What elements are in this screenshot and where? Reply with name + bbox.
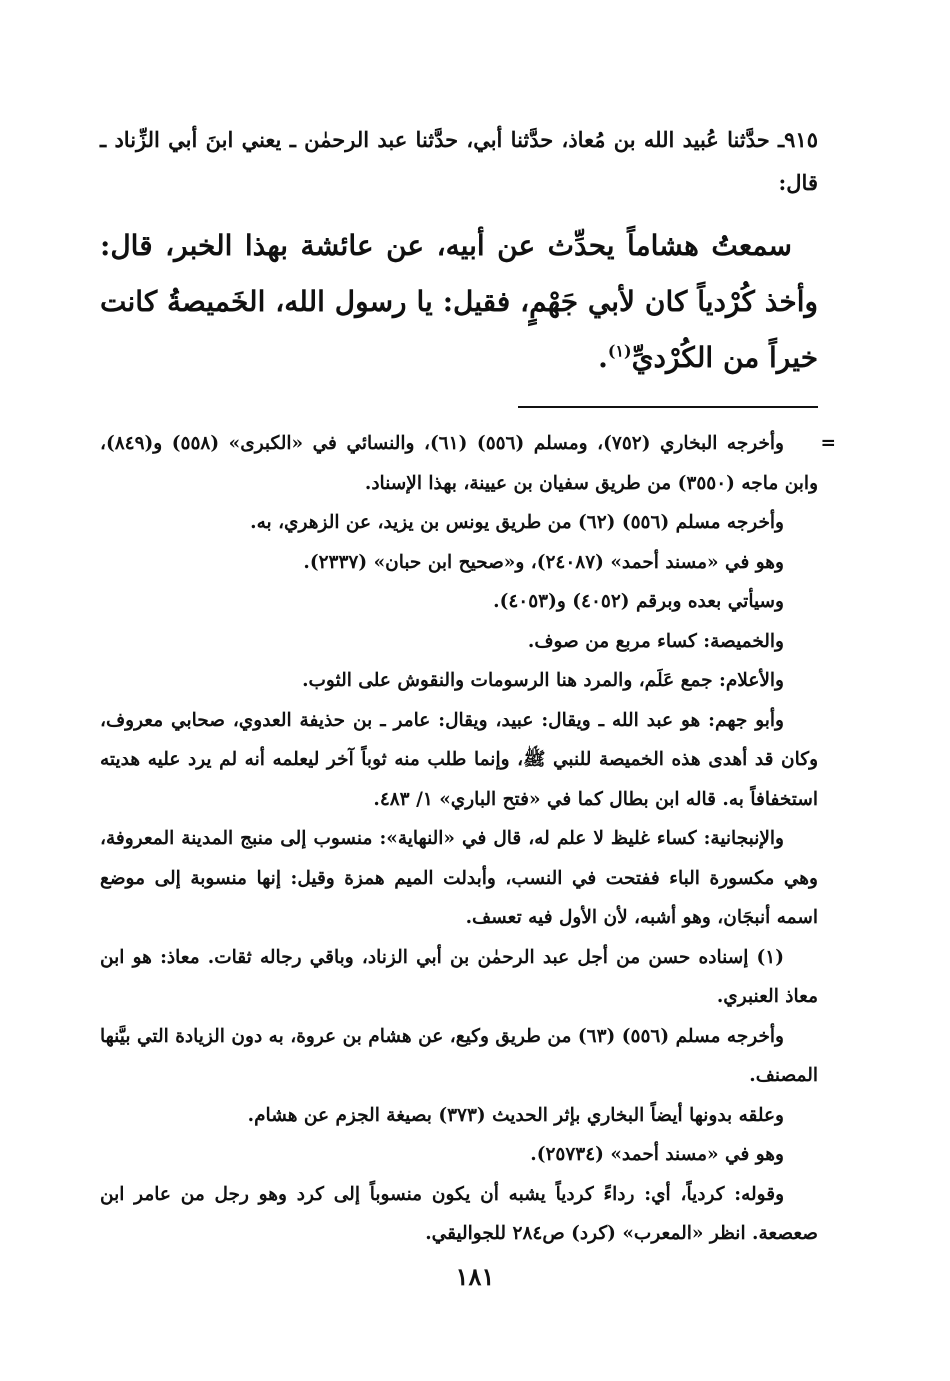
footnote-paragraph: وأبو جهم: هو عبد الله ـ ويقال: عبيد، ويقال: عامر ـ بن حذيفة العدوي، صحابي معروف، وكان قد أهدى هذه الخميصة للنبي ﷺ، وإنما طلب منه ثوباً آخر ليعلمه أنه لم يرد عليه هديته استخفافاً به. قاله ابن بطال كما في «فتح الباري» ١/ ٤٨٣. <box>100 709 818 810</box>
page-number: ١٨١ <box>455 1262 495 1291</box>
footnote-paragraph: وهو في «مسند أحمد» (٢٥٧٣٤). <box>530 1144 784 1165</box>
hadith-end: . <box>598 341 608 374</box>
footnote-paragraph: والخميصة: كساء مربع من صوف. <box>527 630 784 652</box>
footnotes <box>100 424 836 1254</box>
footnote-reference: (١) <box>607 341 632 361</box>
hadith-text-block <box>100 218 818 386</box>
footnote-paragraph <box>100 424 836 503</box>
footnote-paragraph: والأعلام: جمع عَلَم، والمرد هنا الرسومات والنقوش على الثوب. <box>302 670 784 691</box>
footnote-paragraph: وعلقه بدونها أيضاً البخاري بإثر الحديث (٣٧٣) بصيغة الجزم عن هشام. <box>247 1104 784 1126</box>
continuation-mark: = <box>820 433 836 454</box>
footnote-paragraph: وهو في «مسند أحمد» (٢٤٠٨٧)، و«صحيح ابن حبان» (٢٣٣٧). <box>303 551 784 573</box>
footnote-paragraph: وأخرجه مسلم (٥٥٦) (٦٣) من طريق وكيع، عن هشام بن عروة، به دون الزيادة التي بيَّنها المصنف. <box>100 1025 818 1086</box>
footnote-text: وأخرجه البخاري (٧٥٢)، ومسلم (٥٥٦) (٦١)، والنسائي في «الكبرى» (٥٥٨) و(٨٤٩)، وابن ماجه (٣٥٥٠) من طريق سفيان بن عيينة، بهذا الإسناد. <box>100 433 818 494</box>
footnote-paragraph: وسيأتي بعده وبرقم (٤٠٥٢) و(٤٠٥٣). <box>493 591 784 612</box>
hadith-chain: ٩١٥ـ حدَّثنا عُبيد الله بن مُعاذ، حدَّثنا أبي، حدَّثنا عبد الرحمٰن ـ يعني ابنَ أبي الزِّناد ـ قال: <box>100 127 818 195</box>
hadith-text: سمعتُ هشاماً يحدِّث عن أبيه، عن عائشة بهذا الخبر، قال: وأخذ كُرْدياً كان لأبي جَهْمٍ، فقيل: يا رسول الله، الخَميصةُ كانت خيراً من الكُرْديِّ <box>100 229 818 374</box>
page-body <box>100 118 836 1254</box>
footnote-divider <box>518 406 818 408</box>
footnote-paragraph: وقوله: كردياً، أي: رداءً كردياً يشبه أن يكون منسوباً إلى كرد وهو رجل من عامر ابن صعصعة. انظر «المعرب» (كرد) ص٢٨٤ للجواليقي. <box>100 1183 818 1244</box>
footnote-paragraph: والإنبجانية: كساء غليظ لا علم له، قال في «النهاية»: منسوب إلى منبج المدينة المعروفة، وهي مكسورة الباء ففتحت في النسب، وأبدلت الميم همزة وقيل: إنها منسوبة إلى موضع اسمه أنبجَان، وهو أشبه، لأن الأول فيه تعسف. <box>100 828 818 928</box>
footnote-paragraph: وأخرجه مسلم (٥٥٦) (٦٢) من طريق يونس بن يزيد، عن الزهري، به. <box>250 512 784 533</box>
footnote-paragraph: (١) إسناده حسن من أجل عبد الرحمٰن بن أبي الزناد، وباقي رجاله ثقات. معاذ: هو ابن معاذ العنبري. <box>100 946 818 1007</box>
